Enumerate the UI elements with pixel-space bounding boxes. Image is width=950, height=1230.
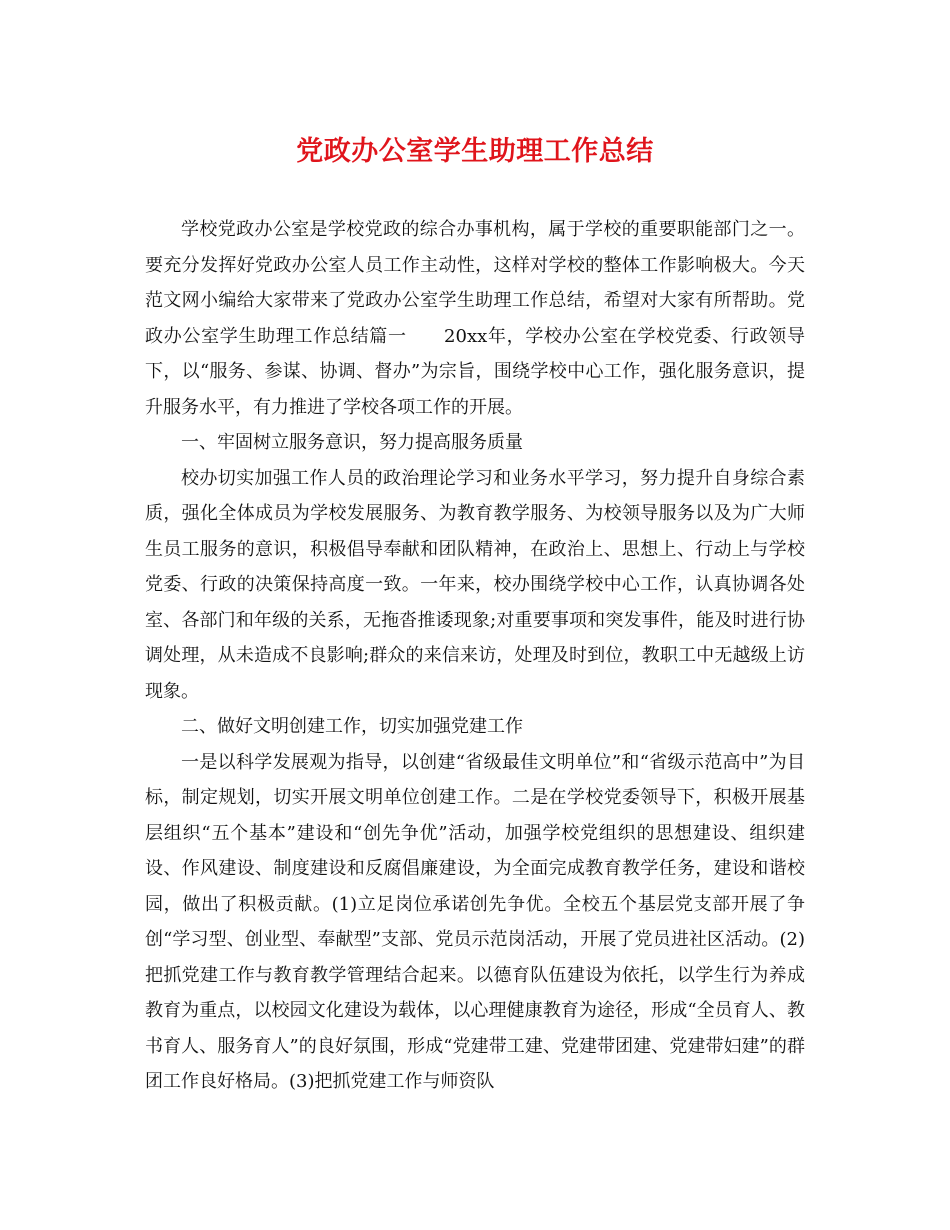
document-title: 党政办公室学生助理工作总结: [296, 136, 654, 167]
paragraph-section-1: 校办切实加强工作人员的政治理论学习和业务水平学习，努力提升自身综合素质，强化全体成员为学校发展服务、为教育教学服务、为校领导服务以及为广大师生员工服务的意识，积极倡导奉献和团队精神，在政治上、思想上、行动上与学校党委、行政的决策保持高度一致。一年来，校办围绕学校中心工作，认真协调各处室、各部门和年级的关系，无拖沓推诿现象;对重要事项和突发事件，能及时进行协调处理，从未造成不良影响;群众的来信来访，处理及时到位，教职工中无越级上访现象。: [145, 467, 805, 702]
paragraph-intro: 学校党政办公室是学校党政的综合办事机构，属于学校的重要职能部门之一。要充分发挥好党政办公室人员工作主动性，这样对学校的整体工作影响极大。今天范文网小编给大家带来了党政办公室学生助理工作总结，希望对大家有所帮助。党政办公室学生助理工作总结篇一 20xx年，学校办公室在学校党委、行政领导下，以“服务、参谋、协调、督办”为宗旨，围绕学校中心工作，强化服务意识，提升服务水平，有力推进了学校各项工作的开展。: [145, 219, 805, 418]
section-heading-1: 一、牢固树立服务意识，努力提高服务质量: [181, 432, 523, 453]
paragraph-section-2: 一是以科学发展观为指导，以创建“省级最佳文明单位”和“省级示范高中”为目标，制定规划，切实开展文明单位创建工作。二是在学校党委领导下，积极开展基层组织“五个基本”建设和“创先争优”活动，加强学校党组织的思想建设、组织建设、作风建设、制度建设和反腐倡廉建设，为全面完成教育教学任务，建设和谐校园，做出了积极贡献。(1)立足岗位承诺创先争优。全校五个基层党支部开展了争创“学习型、创业型、奉献型”支部、党员示范岗活动，开展了党员进社区活动。(2)把抓党建工作与教育教学管理结合起来。以德育队伍建设为依托，以学生行为养成教育为重点，以校园文化建设为载体，以心理健康教育为途径，形成“全员育人、教书育人、服务育人”的良好氛围，形成“党建带工建、党建带团建、党建带妇建”的群团工作良好格局。(3)把抓党建工作与师资队: [145, 751, 805, 1092]
section-heading-2: 二、做好文明创建工作，切实加强党建工作: [181, 716, 523, 737]
